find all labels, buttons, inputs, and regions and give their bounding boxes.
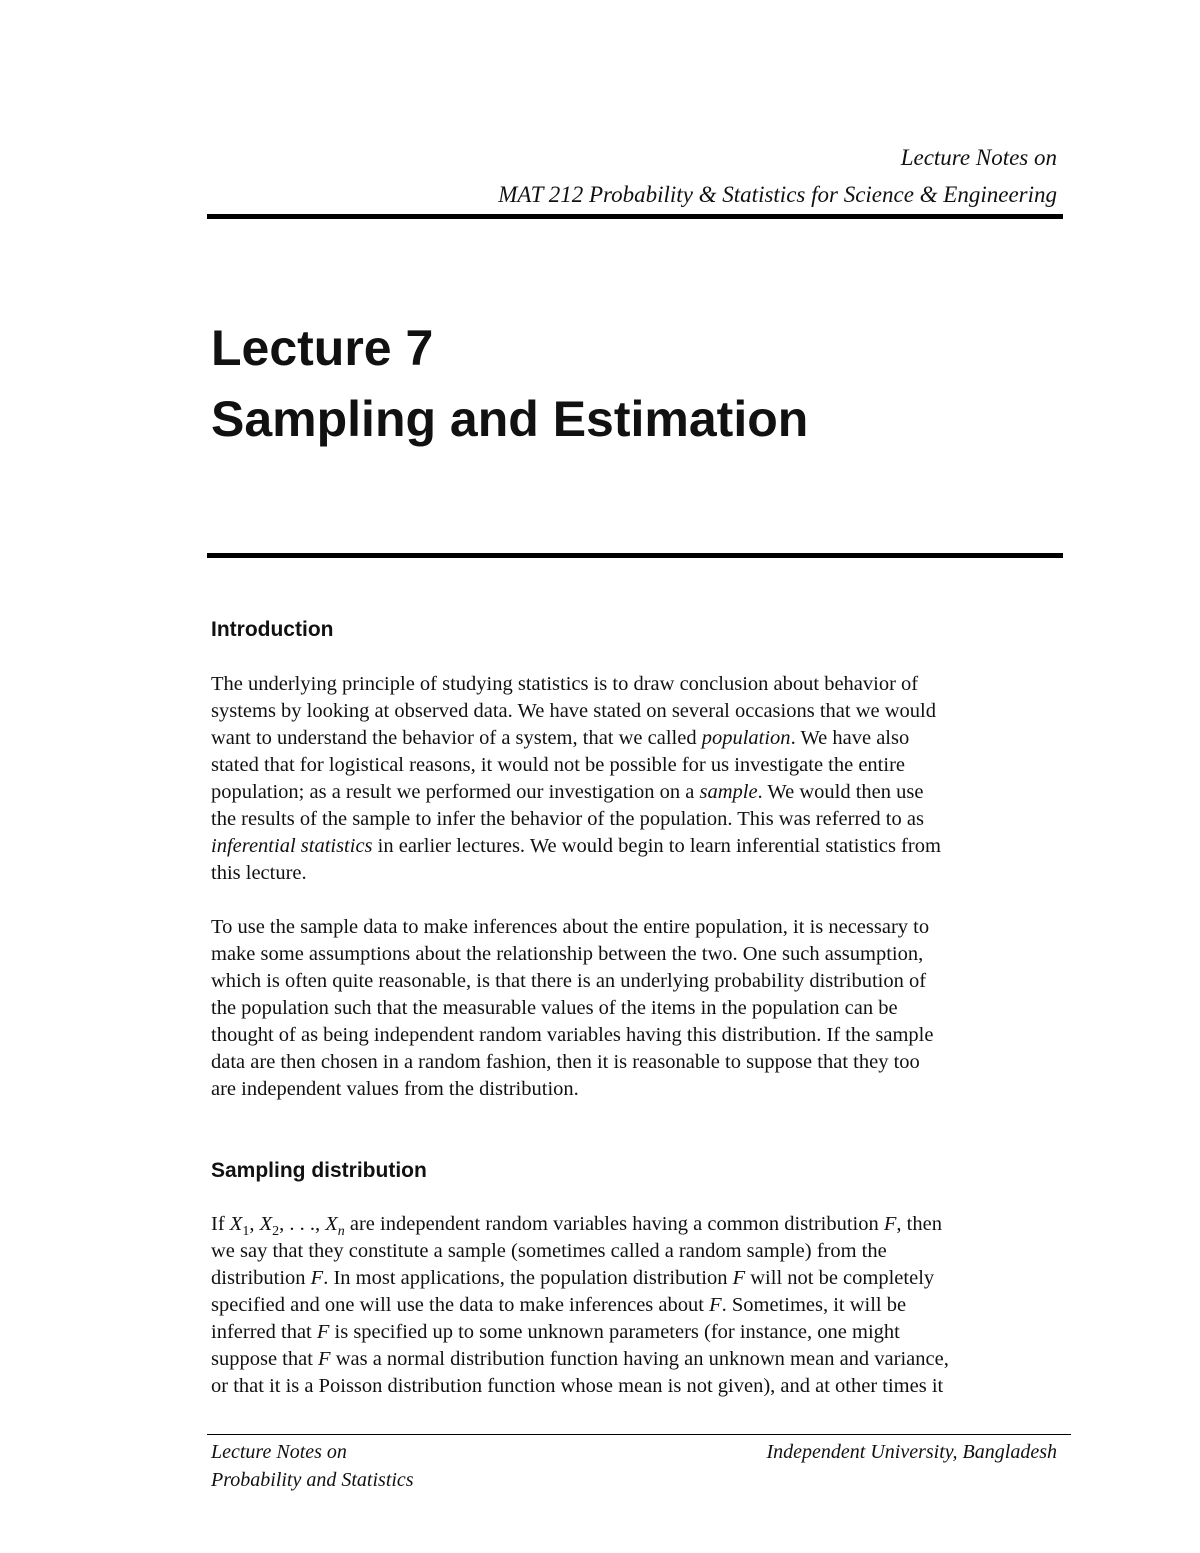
text-span: are independent random variables having a common distribution	[344, 1213, 884, 1235]
variable-x: X	[229, 1213, 243, 1235]
subscript: 1	[242, 1224, 250, 1240]
text-line: we say that they constitute a sample (sometimes called a random sample) from the	[211, 1240, 887, 1262]
text-span: specified and one will use the data to make inferences about	[211, 1294, 710, 1316]
text-span: . In most applications, the population distribution	[323, 1267, 733, 1289]
text-line: The underlying principle of studying statistics is to draw conclusion about behavior of	[211, 673, 919, 695]
text-line: which is often quite reasonable, is that there is an underlying probability distribution of	[211, 970, 927, 992]
text-span: If	[211, 1213, 230, 1235]
text-line	[211, 1265, 1071, 1292]
subscript: 2	[272, 1224, 280, 1240]
text-line: To use the sample data to make inferences about the entire population, it is necessary to	[211, 916, 930, 938]
term-population: population	[701, 727, 791, 749]
lecture-topic-title: Sampling and Estimation	[211, 391, 809, 447]
text-line: this lecture.	[211, 862, 307, 884]
text-span: distribution	[211, 1267, 311, 1289]
text-line	[211, 1292, 1071, 1319]
sampling-distribution-paragraph	[211, 1211, 1071, 1400]
text-line: make some assumptions about the relationship between the two. One such assumption,	[211, 943, 924, 965]
variable-x: X	[325, 1213, 338, 1235]
text-span: , . . .,	[279, 1213, 326, 1235]
text-span: want to understand the behavior of a system, that we called	[211, 727, 702, 749]
page-header-line2: MAT 212 Probability & Statistics for Science & Engineering	[498, 182, 1057, 207]
text-line: thought of as being independent random variables having this distribution. If the sample	[211, 1024, 934, 1046]
term-inferential-statistics: inferential statistics	[211, 835, 373, 857]
text-line: the results of the sample to infer the behavior of the population. This was referred to as	[211, 808, 924, 830]
text-span: . We would then use	[757, 781, 924, 803]
text-span: is specified up to some unknown parameters (for instance, one might	[329, 1321, 900, 1343]
variable-f: F	[883, 1213, 897, 1235]
text-span: , then	[896, 1213, 942, 1235]
text-span: will not be completely	[745, 1267, 935, 1289]
variable-f: F	[316, 1321, 330, 1343]
footer-right: Independent University, Bangladesh	[766, 1441, 1057, 1463]
sampling-distribution-heading: Sampling distribution	[211, 1159, 427, 1182]
text-span: was a normal distribution function having an unknown mean and variance,	[330, 1348, 949, 1370]
text-line	[211, 1211, 1071, 1238]
page-header-line1: Lecture Notes on	[900, 145, 1057, 170]
text-line: stated that for logistical reasons, it would not be possible for us investigate the entire	[211, 754, 905, 776]
introduction-heading: Introduction	[211, 618, 334, 641]
introduction-paragraph-1	[211, 671, 1071, 887]
footer-rule	[207, 1434, 1071, 1435]
footer-left	[211, 1438, 414, 1494]
text-line: are independent values from the distribution.	[211, 1078, 579, 1100]
text-line	[211, 1346, 1071, 1373]
text-line	[211, 1319, 1071, 1346]
text-span: . We have also	[790, 727, 910, 749]
text-span: in earlier lectures. We would begin to learn inferential statistics from	[372, 835, 941, 857]
text-line: data are then chosen in a random fashion, then it is reasonable to suppose that they too	[211, 1051, 920, 1073]
lecture-number-title: Lecture 7	[211, 320, 434, 376]
variable-f: F	[318, 1348, 331, 1370]
text-span: inferred that	[211, 1321, 317, 1343]
text-line	[211, 833, 1071, 860]
text-span: population; as a result we performed our investigation on a	[211, 781, 700, 803]
text-line: systems by looking at observed data. We have stated on several occasions that we would	[211, 700, 936, 722]
title-rule	[207, 553, 1063, 558]
header-rule	[207, 214, 1063, 219]
variable-x: X	[259, 1213, 273, 1235]
term-sample: sample	[699, 781, 758, 803]
text-line	[211, 779, 1071, 806]
variable-f: F	[732, 1267, 746, 1289]
text-line	[211, 725, 1071, 752]
footer-left-line2: Probability and Statistics	[211, 1469, 414, 1491]
variable-f: F	[310, 1267, 324, 1289]
variable-f: F	[709, 1294, 722, 1316]
introduction-paragraph-2	[211, 914, 1071, 1103]
text-line: or that it is a Poisson distribution function whose mean is not given), and at other times it	[211, 1375, 944, 1397]
subscript: n	[337, 1224, 345, 1240]
text-span: ,	[249, 1213, 260, 1235]
text-span: suppose that	[211, 1348, 319, 1370]
text-span: . Sometimes, it will be	[721, 1294, 907, 1316]
footer-left-line1: Lecture Notes on	[211, 1441, 347, 1463]
text-line: the population such that the measurable values of the items in the population can be	[211, 997, 898, 1019]
